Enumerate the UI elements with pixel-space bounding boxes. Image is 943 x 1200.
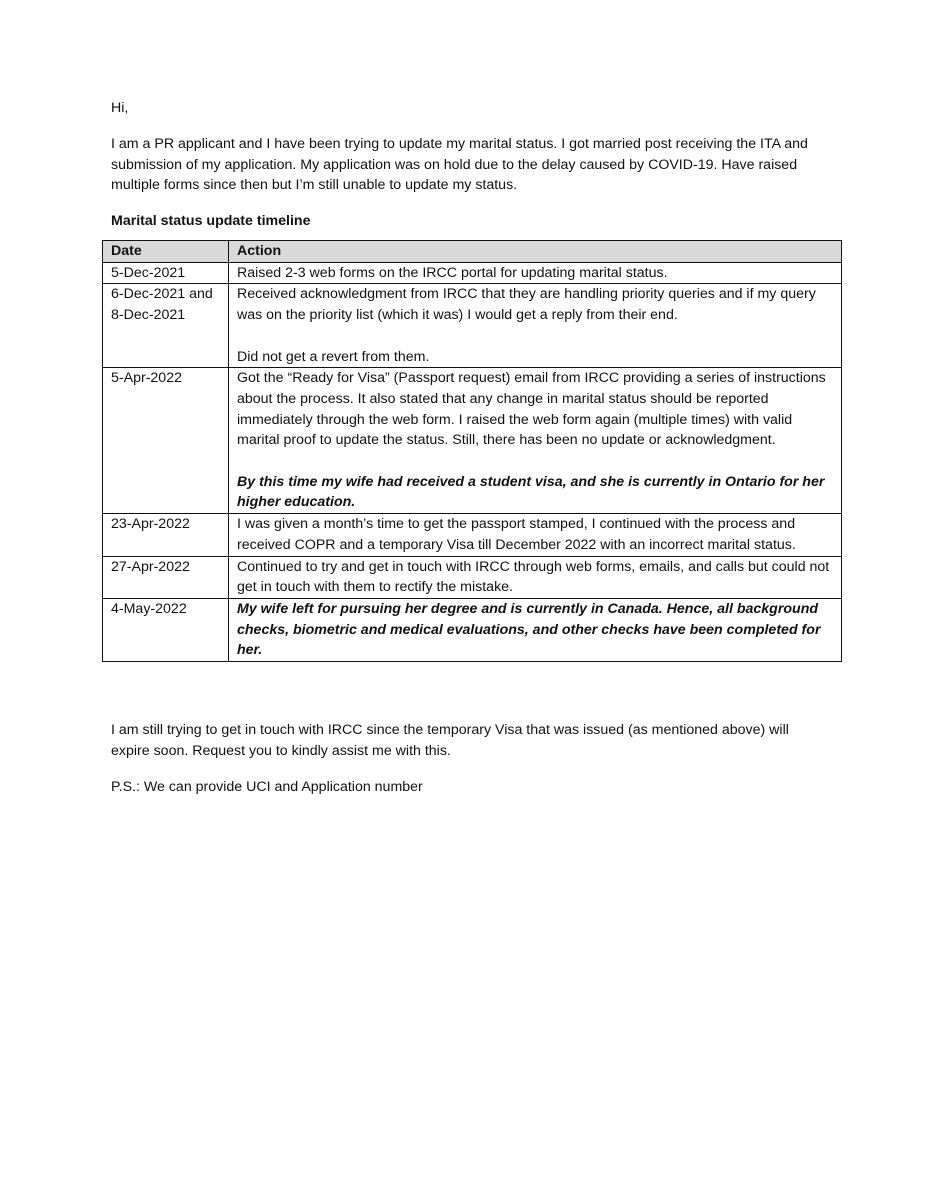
row-date: 6-Dec-2021 and 8-Dec-2021 bbox=[103, 284, 229, 368]
row-date: 4-May-2022 bbox=[103, 598, 229, 661]
greeting: Hi, bbox=[111, 100, 129, 116]
table-row bbox=[103, 556, 842, 598]
postscript: P.S.: We can provide UCI and Application number bbox=[111, 779, 423, 795]
table-row bbox=[103, 368, 842, 514]
closing-paragraph: I am still trying to get in touch with IRCC since the temporary Visa that was issued (as mentioned above) will expire soon. Request you to kindly assist me with this. bbox=[111, 722, 789, 759]
row-action-emphasis: My wife left for pursuing her degree and is currently in Canada. Hence, all background checks, biometric and medical evaluations, and other checks have been completed for her. bbox=[229, 598, 842, 661]
table-row bbox=[103, 262, 842, 284]
table-row bbox=[103, 514, 842, 556]
row-action-emphasis: By this time my wife had received a student visa, and she is currently in Ontario for her higher education. bbox=[237, 473, 825, 511]
row-date: 5-Apr-2022 bbox=[103, 368, 229, 514]
timeline-table bbox=[102, 240, 842, 662]
table-row bbox=[103, 284, 842, 368]
row-date: 27-Apr-2022 bbox=[103, 556, 229, 598]
row-action-note: Did not get a revert from them. bbox=[237, 348, 430, 365]
row-action-cell bbox=[229, 368, 842, 514]
row-action: Continued to try and get in touch with IRCC through web forms, emails, and calls but could not get in touch with them to rectify the mistake. bbox=[229, 556, 842, 598]
row-date: 23-Apr-2022 bbox=[103, 514, 229, 556]
row-action: Got the “Ready for Visa” (Passport request) email from IRCC providing a series of instructions about the process. It also stated that any change in marital status should be reported immediately through the web form. I raised the web form again (multiple times) with valid marital proof to update the status. Still, there has been no update or acknowledgment. bbox=[237, 370, 826, 449]
table-header-row bbox=[103, 241, 842, 263]
row-action-cell bbox=[229, 284, 842, 368]
date-column-header: Date bbox=[103, 241, 229, 263]
table-row bbox=[103, 598, 842, 661]
row-action: I was given a month’s time to get the passport stamped, I continued with the process and received COPR and a temporary Visa till December 2022 with an incorrect marital status. bbox=[229, 514, 842, 556]
row-action: Raised 2-3 web forms on the IRCC portal for updating marital status. bbox=[229, 262, 842, 284]
action-column-header: Action bbox=[229, 241, 842, 263]
section-title: Marital status update timeline bbox=[111, 213, 311, 229]
row-action: Received acknowledgment from IRCC that they are handling priority queries and if my query was on the priority list (which it was) I would get a reply from their end. bbox=[237, 286, 816, 324]
row-date: 5-Dec-2021 bbox=[103, 262, 229, 284]
intro-paragraph: I am a PR applicant and I have been trying to update my marital status. I got married post receiving the ITA and submission of my application. My application was on hold due to the delay caused by COVID-19. Have raised multiple forms since then but I’m still unable to update my status. bbox=[111, 136, 808, 193]
